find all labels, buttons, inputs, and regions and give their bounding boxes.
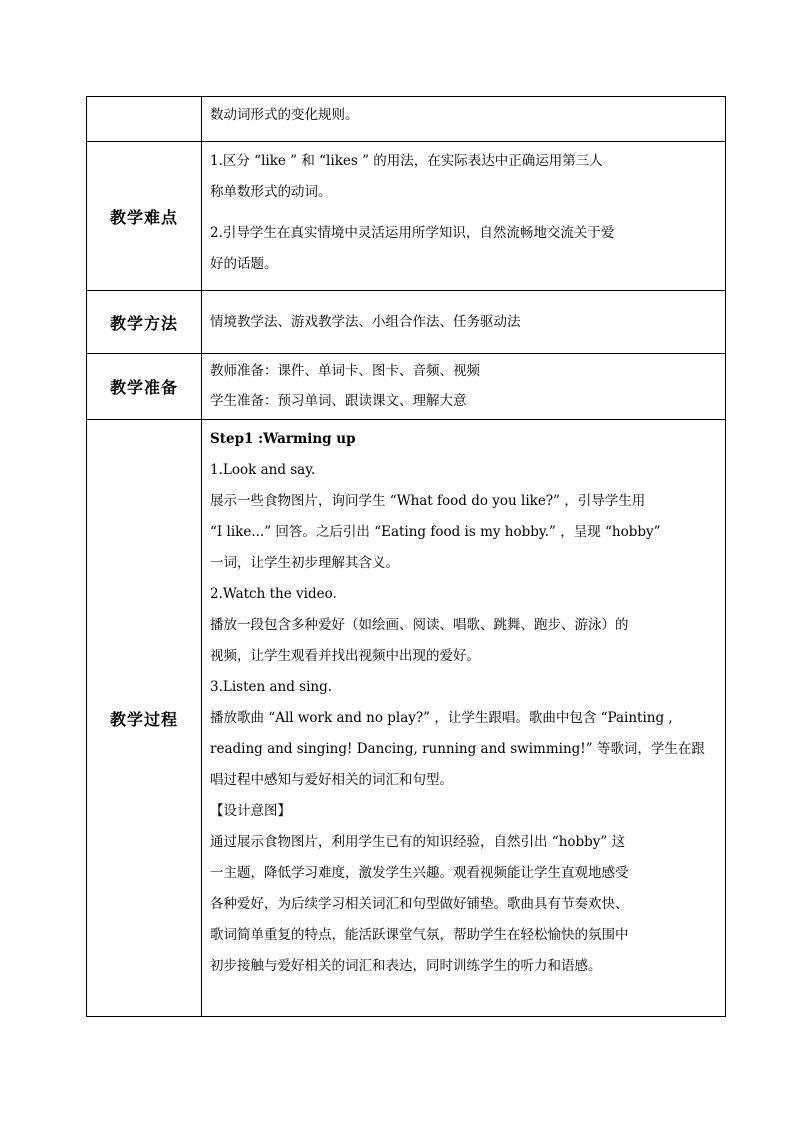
process-line: 播放歌曲 “All work and no play?” ，让学生跟唱。歌曲中包含 “Painting , [210,710,673,726]
difficulty-line-1: 1.区分 “like ” 和 “likes ” 的用法，在实际表达中正确运用第三人 [210,153,603,169]
difficulty-line-2: 称单数形式的动词。 [210,184,332,200]
process-line: 播放一段包含多种爱好（如绘画、阅读、唱歌、跳舞、跑步、游泳）的 [210,617,629,633]
table-row-teaching-preparation [87,354,726,420]
process-line: reading and singing! Dancing, running and swimming!” 等歌词，学生在跟 [210,741,705,757]
teaching-difficulties-label: 教学难点 [87,142,202,291]
continuation-text: 数动词形式的变化规则。 [210,107,359,123]
teaching-preparation-label: 教学准备 [87,354,202,420]
process-line: 展示一些食物图片，询问学生 “What food do you like?” ，引导学生用 [210,493,646,509]
teaching-difficulties-content [202,142,726,291]
process-line: 3.Listen and sing. [210,679,333,695]
process-line: 一主题，降低学习难度，激发学生兴趣。观看视频能让学生直观地感受 [210,865,629,881]
table-row-teaching-methods [87,291,726,354]
process-line: 唱过程中感知与爱好相关的词汇和句型。 [210,772,453,788]
process-line: 1.Look and say. [210,462,316,478]
difficulty-line-3: 2.引导学生在真实情境中灵活运用所学知识，自然流畅地交流关于爱 [210,225,615,241]
empty-label-cell [87,97,202,142]
process-line: 歌词简单重复的特点，能活跃课堂气氛，帮助学生在轻松愉快的氛围中 [210,927,629,943]
student-preparation-text: 学生准备：预习单词、跟读课文、理解大意 [210,393,467,409]
process-line: 一词，让学生初步理解其含义。 [210,555,399,571]
table-row-continuation [87,97,726,142]
teaching-process-label: 教学过程 [87,420,202,1017]
table-row-teaching-difficulties [87,142,726,291]
step-title: Step1 :Warming up [210,431,356,447]
design-intent-heading: 【设计意图】 [210,803,291,819]
process-line: 各种爱好，为后续学习相关词汇和句型做好铺垫。歌曲具有节奏欢快、 [210,896,629,912]
process-line: 2.Watch the video. [210,586,337,602]
teaching-methods-content [202,291,726,354]
process-line: 通过展示食物图片，利用学生已有的知识经验，自然引出 “hobby” 这 [210,834,626,850]
process-line: 视频，让学生观看并找出视频中出现的爱好。 [210,648,480,664]
teaching-preparation-content [202,354,726,420]
process-line: “I like...” 回答。之后引出 “Eating food is my hobby.” ，呈现 “hobby” [210,524,661,540]
continuation-content-cell [202,97,726,142]
difficulty-line-4: 好的话题。 [210,256,278,272]
methods-text: 情境教学法、游戏教学法、小组合作法、任务驱动法 [210,313,521,330]
teacher-preparation-text: 教师准备：课件、单词卡、图卡、音频、视频 [210,363,480,379]
lesson-plan-table [86,96,726,1017]
teaching-process-content [202,420,726,1017]
process-line: 初步接触与爱好相关的词汇和表达，同时训练学生的听力和语感。 [210,958,602,974]
teaching-methods-label: 教学方法 [87,291,202,354]
table-row-teaching-process [87,420,726,1017]
